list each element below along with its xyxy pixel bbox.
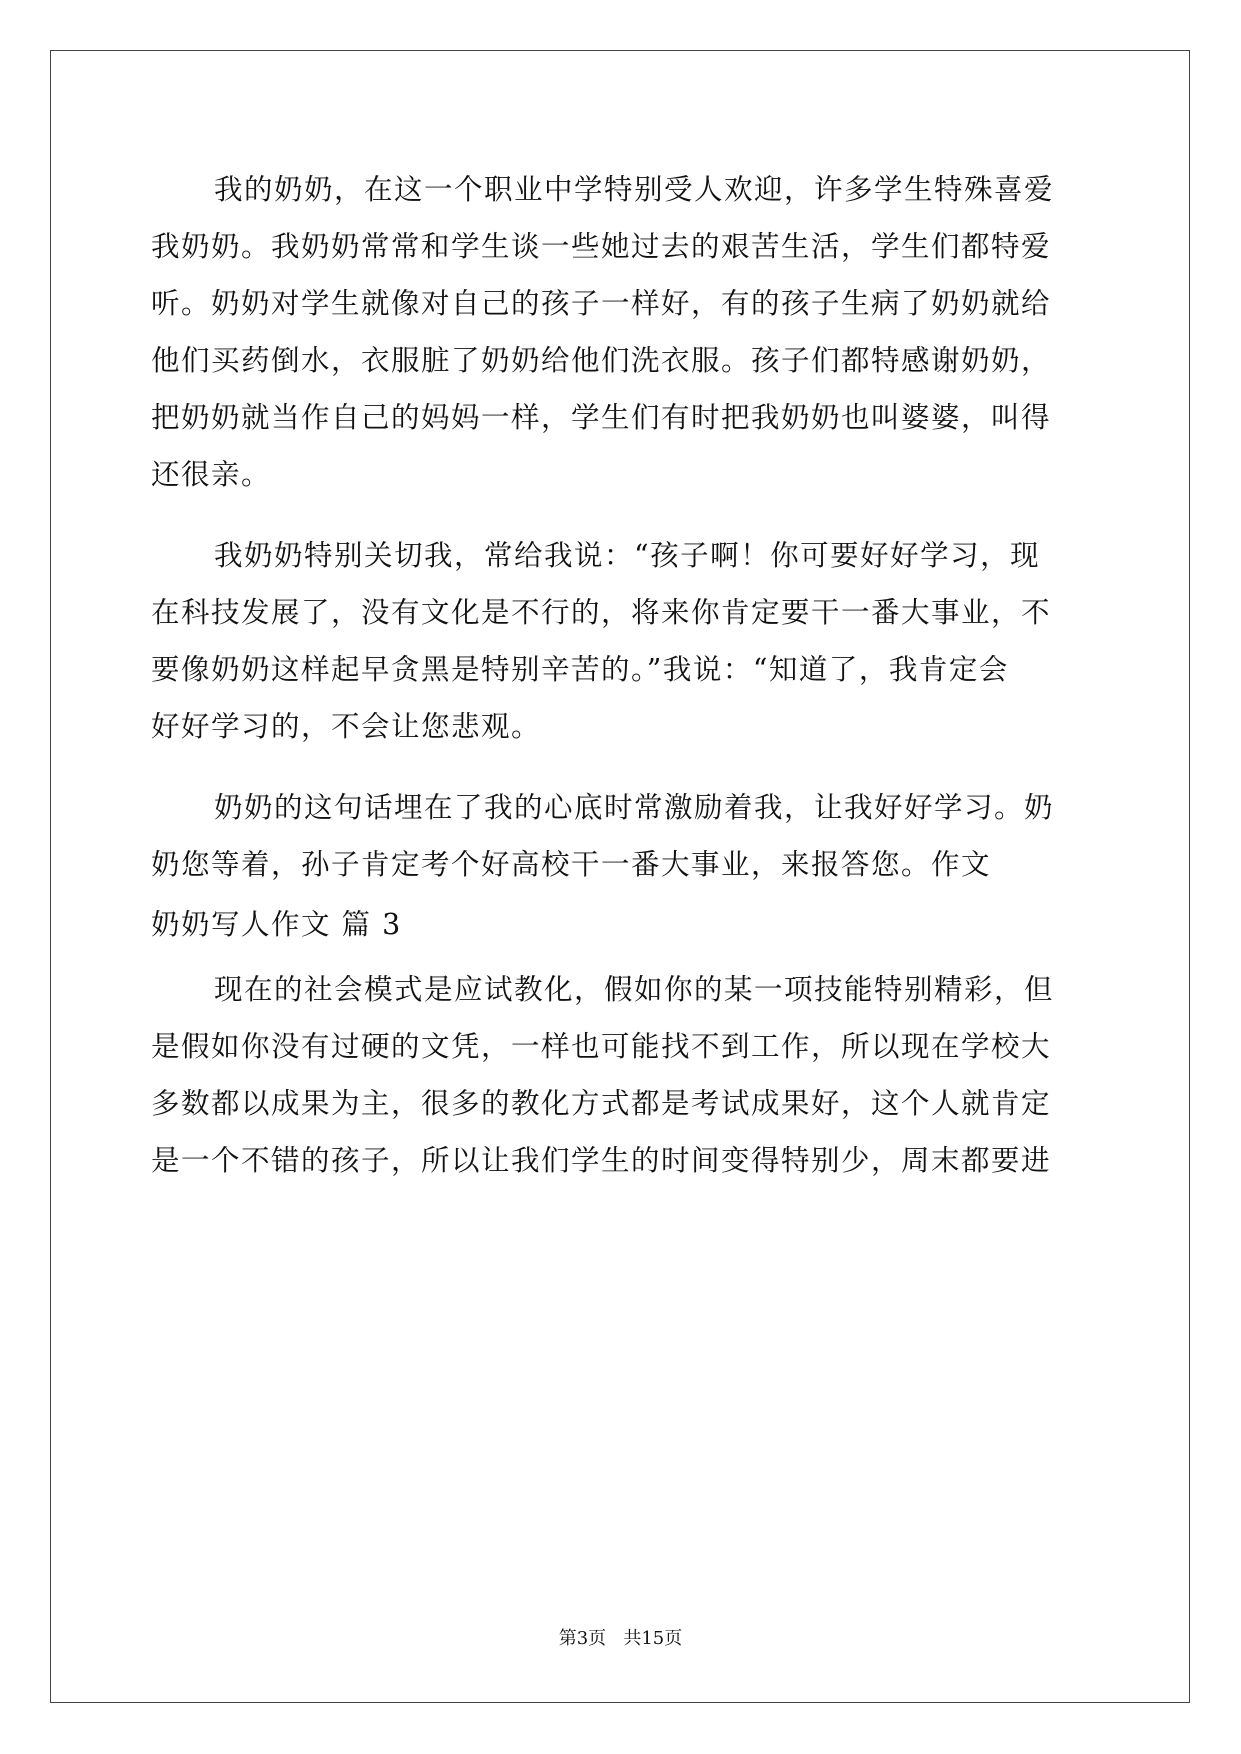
paragraph-line: 我奶奶特别关切我，常给我说：“孩子啊！你可要好好学习，现	[214, 539, 1041, 572]
paragraph-line: 我奶奶。我奶奶常常和学生谈一些她过去的艰苦生活，学生们都特爱	[151, 230, 1052, 263]
page-number-footer: 第3页 共15页	[558, 1628, 683, 1649]
paragraph-line: 听。奶奶对学生就像对自己的孩子一样好，有的孩子生病了奶奶就给	[151, 287, 1052, 320]
paragraph-line: 我的奶奶，在这一个职业中学特别受人欢迎，许多学生特殊喜爱	[214, 173, 1055, 206]
paragraph-line: 奶奶的这句话埋在了我的心底时常激励着我，让我好好学习。奶	[214, 791, 1055, 824]
paragraph-line: 奶您等着，孙子肯定考个好高校干一番大事业，来报答您。作文	[151, 848, 992, 881]
paragraph-line: 是一个不错的孩子，所以让我们学生的时间变得特别少，周末都要进	[151, 1144, 1052, 1177]
paragraph-line: 现在的社会模式是应试教化，假如你的某一项技能特别精彩，但	[214, 973, 1055, 1006]
section-heading: 奶奶写人作文 篇 3	[151, 908, 402, 941]
paragraph-line: 在科技发展了，没有文化是不行的，将来你肯定要干一番大事业，不	[151, 596, 1052, 629]
paragraph-line: 多数都以成果为主，很多的教化方式都是考试成果好，这个人就肯定	[151, 1087, 1052, 1120]
paragraph-line: 是假如你没有过硬的文凭，一样也可能找不到工作，所以现在学校大	[151, 1030, 1052, 1063]
paragraph-line: 把奶奶就当作自己的妈妈一样，学生们有时把我奶奶也叫婆婆，叫得	[151, 401, 1052, 434]
paragraph-line: 他们买药倒水，衣服脏了奶奶给他们洗衣服。孩子们都特感谢奶奶，	[151, 344, 1052, 377]
paragraph-line: 还很亲。	[151, 458, 272, 491]
paragraph-line: 好好学习的，不会让您悲观。	[151, 710, 542, 743]
paragraph-line: 要像奶奶这样起早贪黑是特别辛苦的。”我说：“知道了，我肯定会	[151, 653, 1009, 686]
